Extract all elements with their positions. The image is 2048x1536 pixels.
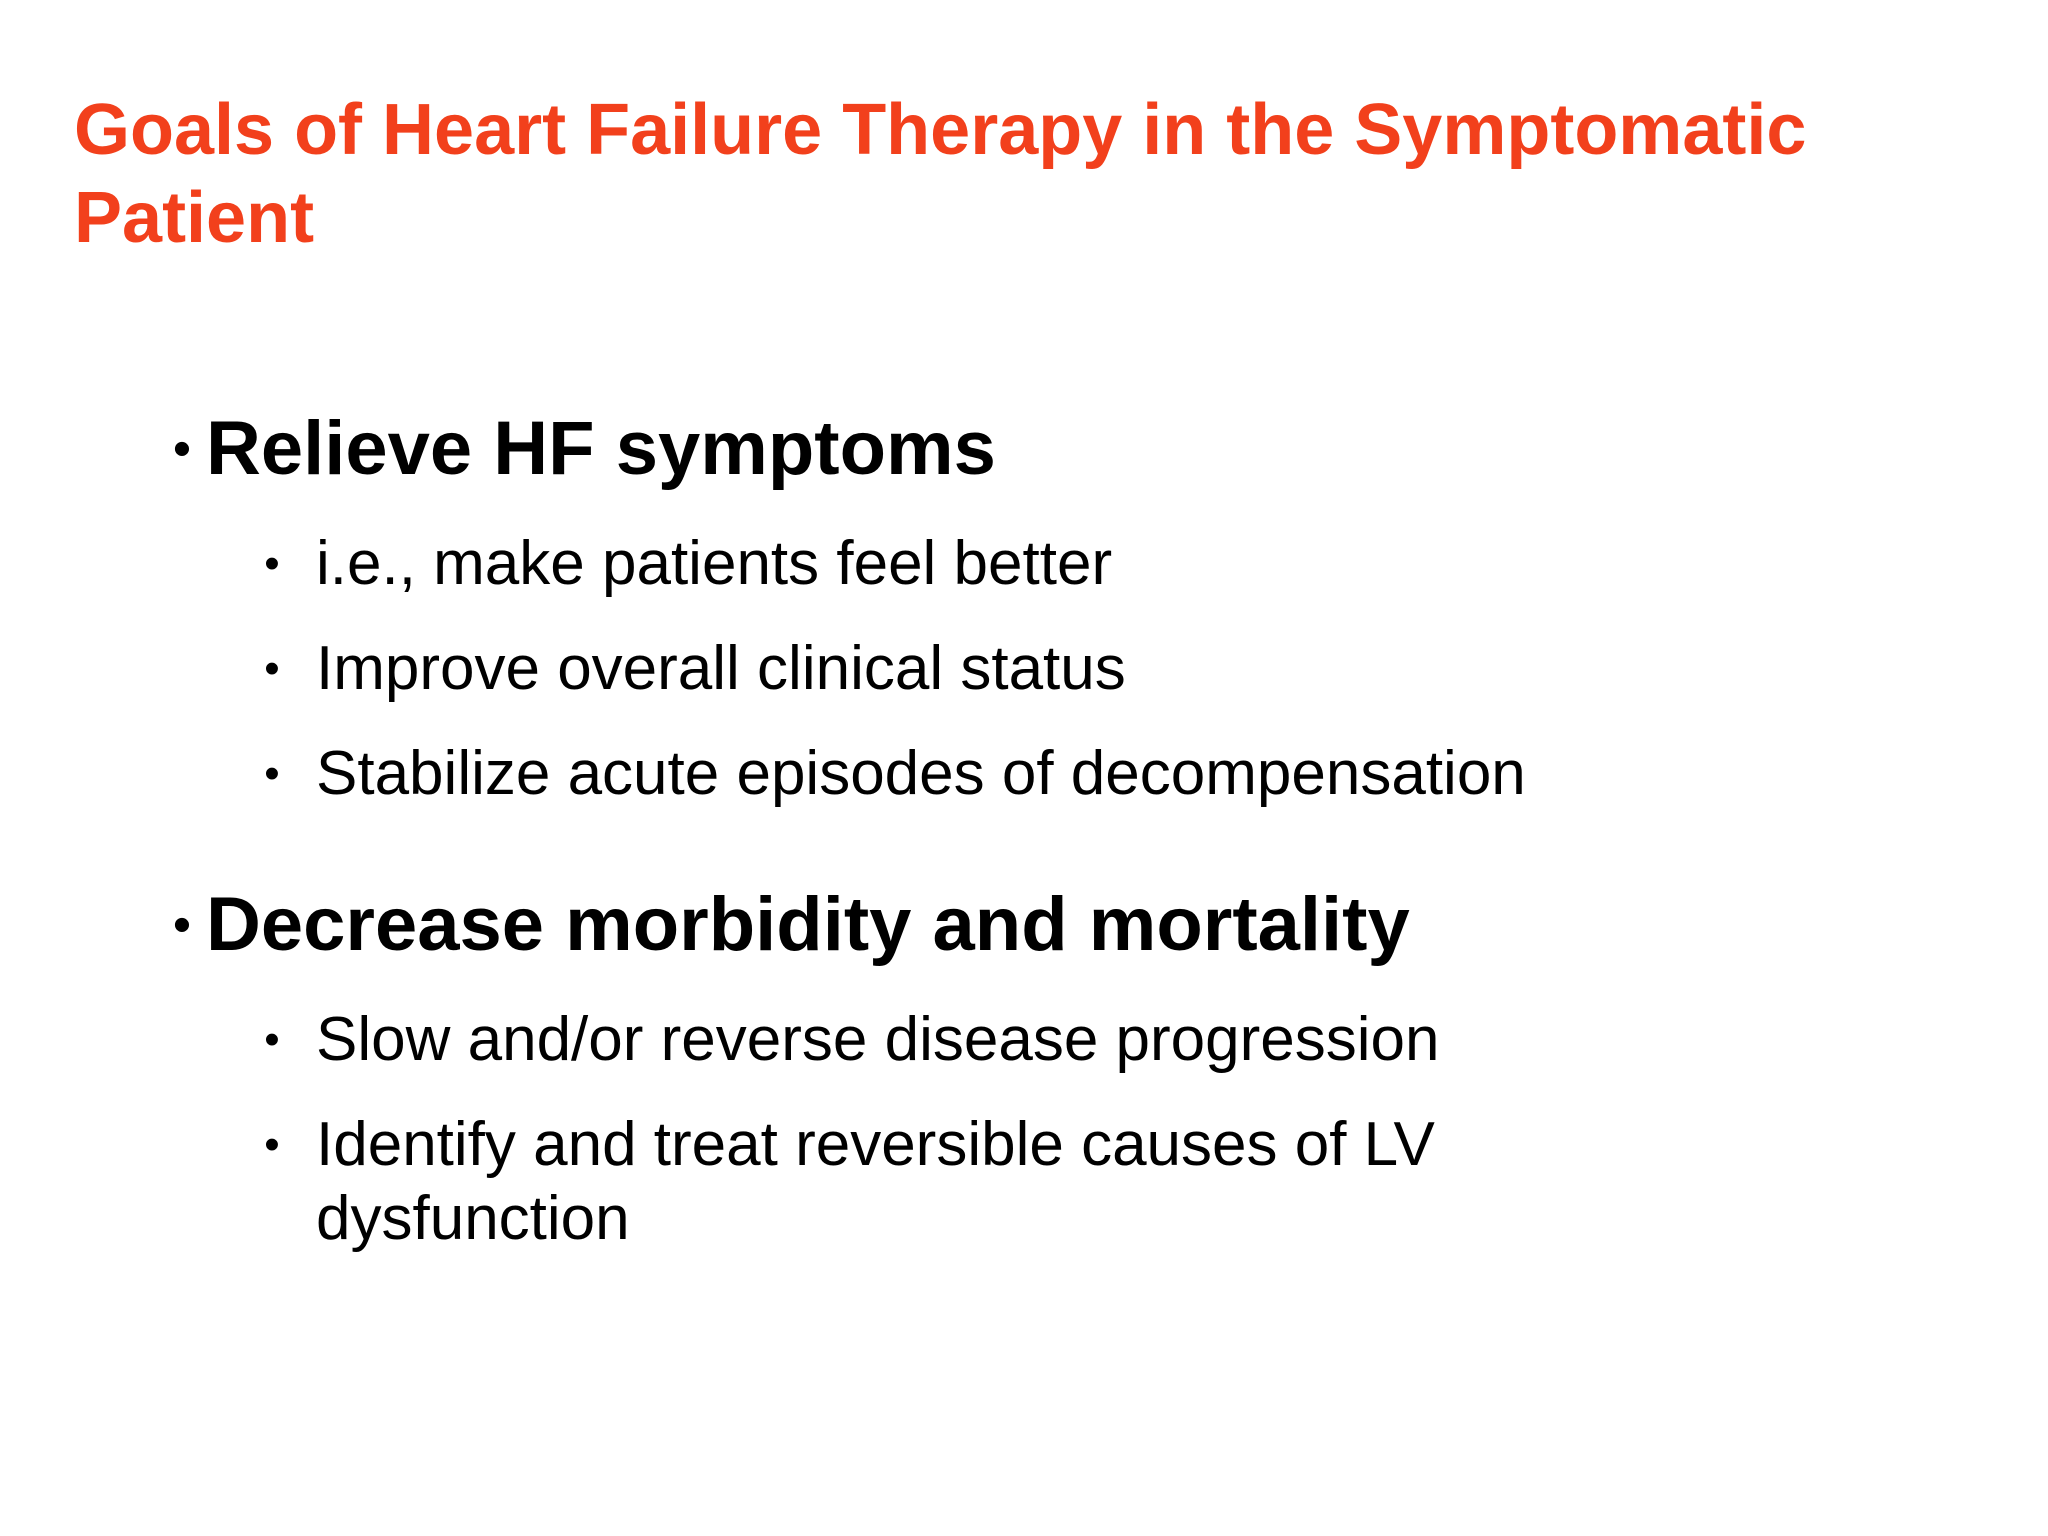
slide-title: Goals of Heart Failure Therapy in the Symptomatic Patient bbox=[74, 90, 1807, 258]
bullet-heading-text: Relieve HF symptoms bbox=[206, 406, 996, 491]
sub-bullet-text: i.e., make patients feel better bbox=[316, 529, 1113, 598]
bullet-icon: • bbox=[172, 420, 192, 478]
sub-bullet-text: Stabilize acute episodes of decompensation bbox=[316, 739, 1526, 808]
sub-bullet-text: Improve overall clinical status bbox=[316, 634, 1126, 703]
bullet-heading-text: Decrease morbidity and mortality bbox=[206, 882, 1410, 967]
sub-bullet-item bbox=[252, 1003, 1439, 1077]
bullet-icon: • bbox=[264, 539, 280, 588]
sub-bullet-item bbox=[252, 1108, 1516, 1256]
sub-bullet-item bbox=[252, 632, 1126, 706]
sub-bullet-text: Slow and/or reverse disease progression bbox=[316, 1005, 1440, 1074]
bullet-icon: • bbox=[264, 1120, 280, 1169]
bullet-heading-decrease-morbidity bbox=[158, 880, 1410, 970]
bullet-icon: • bbox=[264, 1015, 280, 1064]
bullet-heading-relieve-symptoms bbox=[158, 404, 996, 494]
bullet-icon: • bbox=[264, 644, 280, 693]
sub-bullet-item bbox=[252, 527, 1112, 601]
sub-bullet-item bbox=[252, 737, 1526, 811]
bullet-icon: • bbox=[264, 749, 280, 798]
bullet-icon: • bbox=[172, 896, 192, 954]
sub-bullet-text: Identify and treat reversible causes of LV dysfunction bbox=[316, 1110, 1435, 1253]
